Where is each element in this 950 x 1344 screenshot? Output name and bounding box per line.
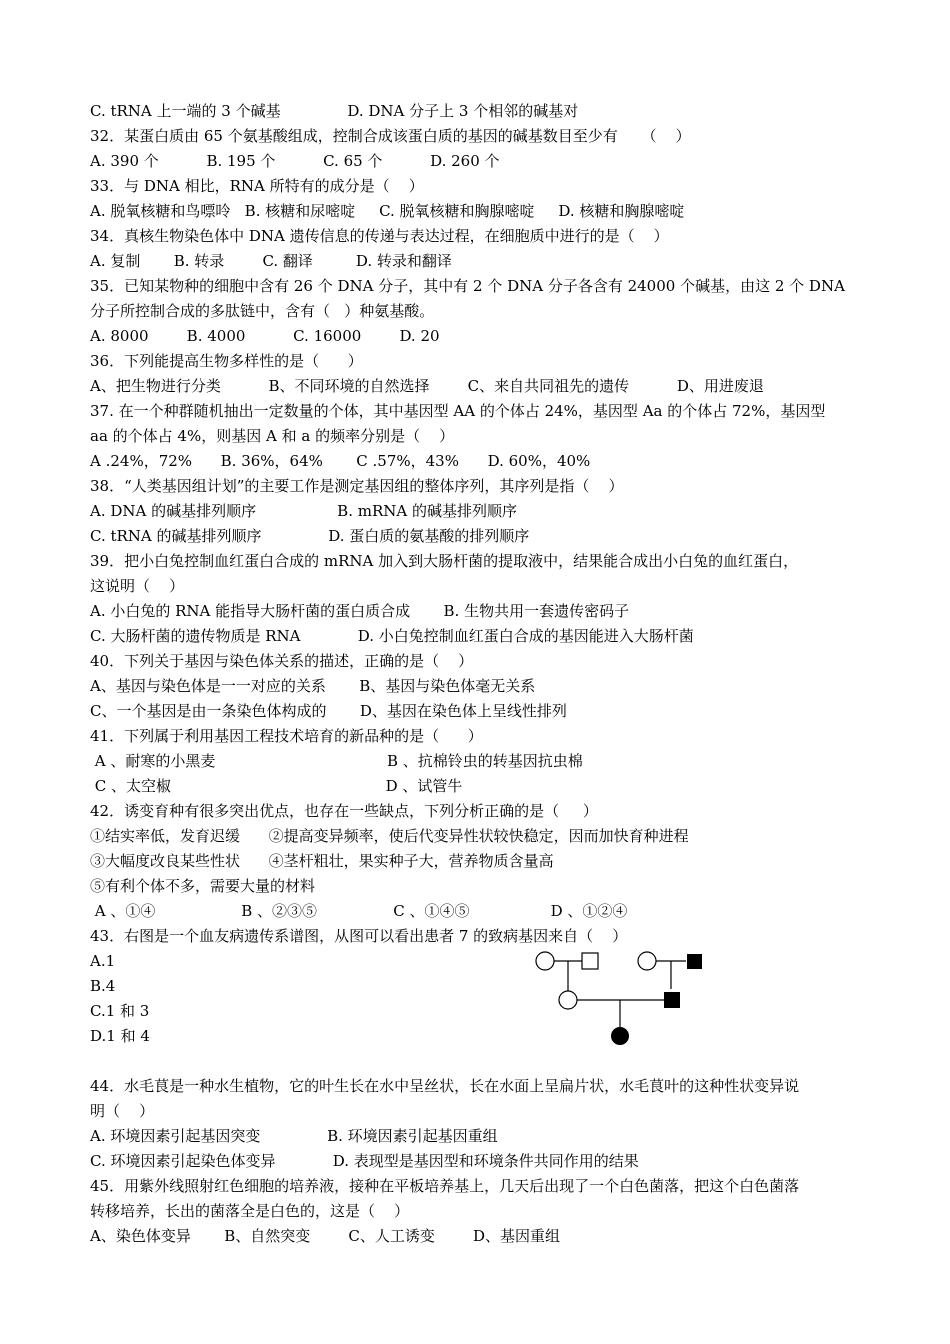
pedigree-chart [525,943,725,1053]
q44-options-2: C. 环境因素引起染色体变异 D. 表现型是基因型和环境条件共同作用的结果 [90,1152,639,1170]
individual-2-male [582,953,598,969]
q39-options-2: C. 大肠杆菌的遗传物质是 RNA D. 小白兔控制血红蛋白合成的基因能进入大肠杆菌 [90,627,694,645]
q40-options-2: C、一个基因是由一条染色体构成的 D、基因在染色体上呈线性排列 [90,702,567,720]
q45-stem-cont: 转移培养，长出的菌落全是白色的，这是（ ） [90,1202,410,1220]
q32-options: A. 390 个 B. 195 个 C. 65 个 D. 260 个 [90,152,500,170]
q43-option-b: B.4 [90,977,116,995]
q45-stem: 45．用紫外线照射红色细胞的培养液，接种在平板培养基上，几天后出现了一个白色菌落，把这个白色菌落 [90,1177,800,1195]
individual-7-affected-female [611,1027,629,1045]
q38-stem: 38．“人类基因组计划”的主要工作是测定基因组的整体序列，其序列是指（ ） [90,477,624,495]
q39-options-1: A. 小白兔的 RNA 能指导大肠杆菌的蛋白质合成 B. 生物共用一套遗传密码子 [90,602,630,620]
q43-stem: 43．右图是一个血友病遗传系谱图，从图可以看出患者 7 的致病基因来自（ ） [90,927,628,945]
q42-item-5: ⑤有利个体不多，需要大量的材料 [90,877,316,895]
q42-stem: 42．诱变育种有很多突出优点，也存在一些缺点，下列分析正确的是（ ） [90,802,598,820]
q38-options-2: C. tRNA 的碱基排列顺序 D. 蛋白质的氨基酸的排列顺序 [90,527,530,545]
line-0: C. tRNA 上一端的 3 个碱基 D. DNA 分子上 3 个相邻的碱基对 [90,102,579,120]
q42-item-1-2: ①结实率低，发育迟缓 ②提高变异频率，使后代变异性状较快稳定，因而加快育种进程 [90,827,689,845]
q43-option-d: D.1 和 4 [90,1027,150,1045]
q37-stem-cont: aa 的个体占 4%，则基因 A 和 a 的频率分别是（ ） [90,427,455,445]
q41-options-2: C 、太空椒 D 、试管牛 [90,777,463,795]
individual-3-female [638,952,656,970]
q43-option-a: A.1 [90,952,116,970]
q40-options-1: A、基因与染色体是一一对应的关系 B、基因与染色体毫无关系 [90,677,536,695]
q35-options: A. 8000 B. 4000 C. 16000 D. 20 [90,327,440,345]
q34-options: A. 复制 B. 转录 C. 翻译 D. 转录和翻译 [90,252,452,270]
q35-stem: 35．已知某物种的细胞中含有 26 个 DNA 分子，其中有 2 个 DNA 分子各含有 24000 个碱基，由这 2 个 DNA [90,277,845,295]
q39-stem-cont: 这说明（ ） [90,577,185,595]
q39-stem: 39．把小白兔控制血红蛋白合成的 mRNA 加入到大肠杆菌的提取液中，结果能合成出小白兔的血红蛋白， [90,552,799,570]
q41-options-1: A 、耐寒的小黑麦 B 、抗棉铃虫的转基因抗虫棉 [90,752,583,770]
q37-options: A .24%，72% B. 36%，64% C .57%，43% D. 60%，40% [90,452,591,470]
q36-options: A、把生物进行分类 B、不同环境的自然选择 C、来自共同祖先的遗传 D、用进废退 [90,377,764,395]
individual-1-female [536,952,554,970]
q36-stem: 36．下列能提高生物多样性的是（ ） [90,352,363,370]
q35-stem-cont: 分子所控制合成的多肽链中，含有（ ）种氨基酸。 [90,302,435,320]
q37-stem: 37. 在一个种群随机抽出一定数量的个体，其中基因型 AA 的个体占 24%，基因型 Aa 的个体占 72%，基因型 [90,402,826,420]
q44-stem: 44．水毛茛是一种水生植物，它的叶生长在水中呈丝状，长在水面上呈扁片状，水毛茛叶的这种性状变异说 [90,1077,800,1095]
individual-4-affected-male [687,954,702,969]
q42-item-3-4: ③大幅度改良某些性状 ④茎杆粗壮，果实种子大，营养物质含量高 [90,852,554,870]
q43-option-c: C.1 和 3 [90,1002,150,1020]
q41-stem: 41．下列属于利用基因工程技术培育的新品种的是（ ） [90,727,483,745]
q42-options: A 、①④ B 、②③⑤ C 、①④⑤ D 、①②④ [90,902,628,920]
q33-stem: 33．与 DNA 相比，RNA 所特有的成分是（ ） [90,177,424,195]
q44-options-1: A. 环境因素引起基因突变 B. 环境因素引起基因重组 [90,1127,498,1145]
q38-options-1: A. DNA 的碱基排列顺序 B. mRNA 的碱基排列顺序 [90,502,517,520]
q40-stem: 40．下列关于基因与染色体关系的描述，正确的是（ ） [90,652,474,670]
q45-options: A、染色体变异 B、自然突变 C、人工诱变 D、基因重组 [90,1227,561,1245]
q34-stem: 34．真核生物染色体中 DNA 遗传信息的传递与表达过程，在细胞质中进行的是（ ） [90,227,669,245]
individual-6-affected-male [664,992,680,1008]
q33-options: A. 脱氧核糖和鸟嘌呤 B. 核糖和尿嘧啶 C. 脱氧核糖和胸腺嘧啶 D. 核糖和胸腺嘧啶 [90,202,685,220]
individual-5-female [559,991,577,1009]
q32-stem: 32．某蛋白质由 65 个氨基酸组成，控制合成该蛋白质的基因的碱基数目至少有 （ ） [90,127,691,145]
q44-stem-cont: 明（ ） [90,1102,155,1120]
